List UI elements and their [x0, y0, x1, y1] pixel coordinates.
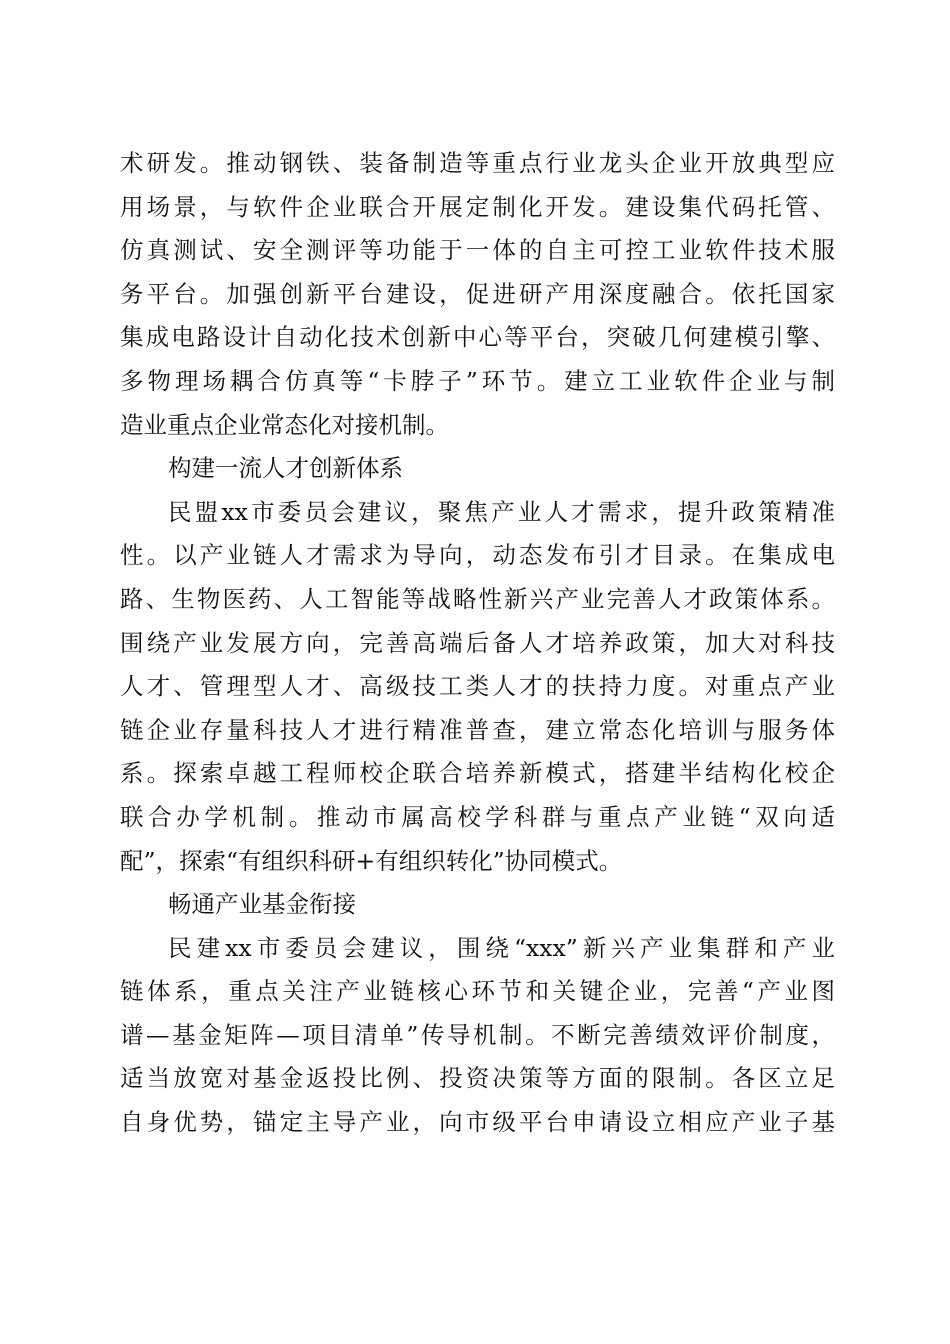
text-line: 链体系，重点关注产业链核心环节和关键企业，完善“产业图	[120, 977, 835, 1006]
text-line: 人才、管理型人才、高级技工类人才的扶持力度。对重点产业	[120, 672, 835, 701]
text-line: 链企业存量科技人才进行精准普查，建立常态化培训与服务体	[120, 715, 835, 744]
text-line: 集成电路设计自动化技术创新中心等平台，突破几何建模引擎、	[120, 323, 835, 352]
text-line: 民盟xx市委员会建议，聚焦产业人才需求，提升政策精准	[168, 497, 835, 526]
paragraph-software	[120, 142, 835, 447]
text-line: 性。以产业链人才需求为导向，动态发布引才目录。在集成电	[120, 541, 835, 570]
text-line: 多物理场耦合仿真等“卡脖子”环节。建立工业软件企业与制	[120, 366, 835, 395]
document-body	[120, 142, 835, 1145]
text-line: 仿真测试、安全测评等功能于一体的自主可控工业软件技术服	[120, 236, 835, 265]
paragraph-talent	[120, 491, 835, 883]
text-line: 路、生物医药、人工智能等战略性新兴产业完善人才政策体系。	[120, 584, 835, 613]
text-line: 配”，探索“有组织科研+有组织转化”协同模式。	[120, 846, 623, 875]
text-line: 系。探索卓越工程师校企联合培养新模式，搭建半结构化校企	[120, 759, 835, 788]
text-line: 用场景，与软件企业联合开展定制化开发。建设集代码托管、	[120, 192, 835, 221]
text-line: 适当放宽对基金返投比例、投资决策等方面的限制。各区立足	[120, 1064, 835, 1093]
text-line: 自身优势，锚定主导产业，向市级平台申请设立相应产业子基	[120, 1108, 835, 1137]
section-heading-fund: 畅通产业基金衔接	[168, 890, 356, 919]
text-line: 造业重点企业常态化对接机制。	[120, 410, 449, 439]
text-line: 民建xx市委员会建议，围绕“xxx”新兴产业集群和产业	[168, 933, 835, 962]
text-line: 术研发。推动钢铁、装备制造等重点行业龙头企业开放典型应	[120, 149, 835, 177]
text-line: 务平台。加强创新平台建设，促进研产用深度融合。依托国家	[120, 279, 835, 308]
paragraph-fund	[120, 927, 835, 1145]
text-line: 谱—基金矩阵—项目清单”传导机制。不断完善绩效评价制度，	[120, 1020, 835, 1049]
text-line: 围绕产业发展方向，完善高端后备人才培养政策，加大对科技	[120, 628, 835, 657]
section-heading-talent: 构建一流人才创新体系	[168, 454, 403, 483]
text-line: 联合办学机制。推动市属高校学科群与重点产业链“双向适	[120, 802, 835, 831]
